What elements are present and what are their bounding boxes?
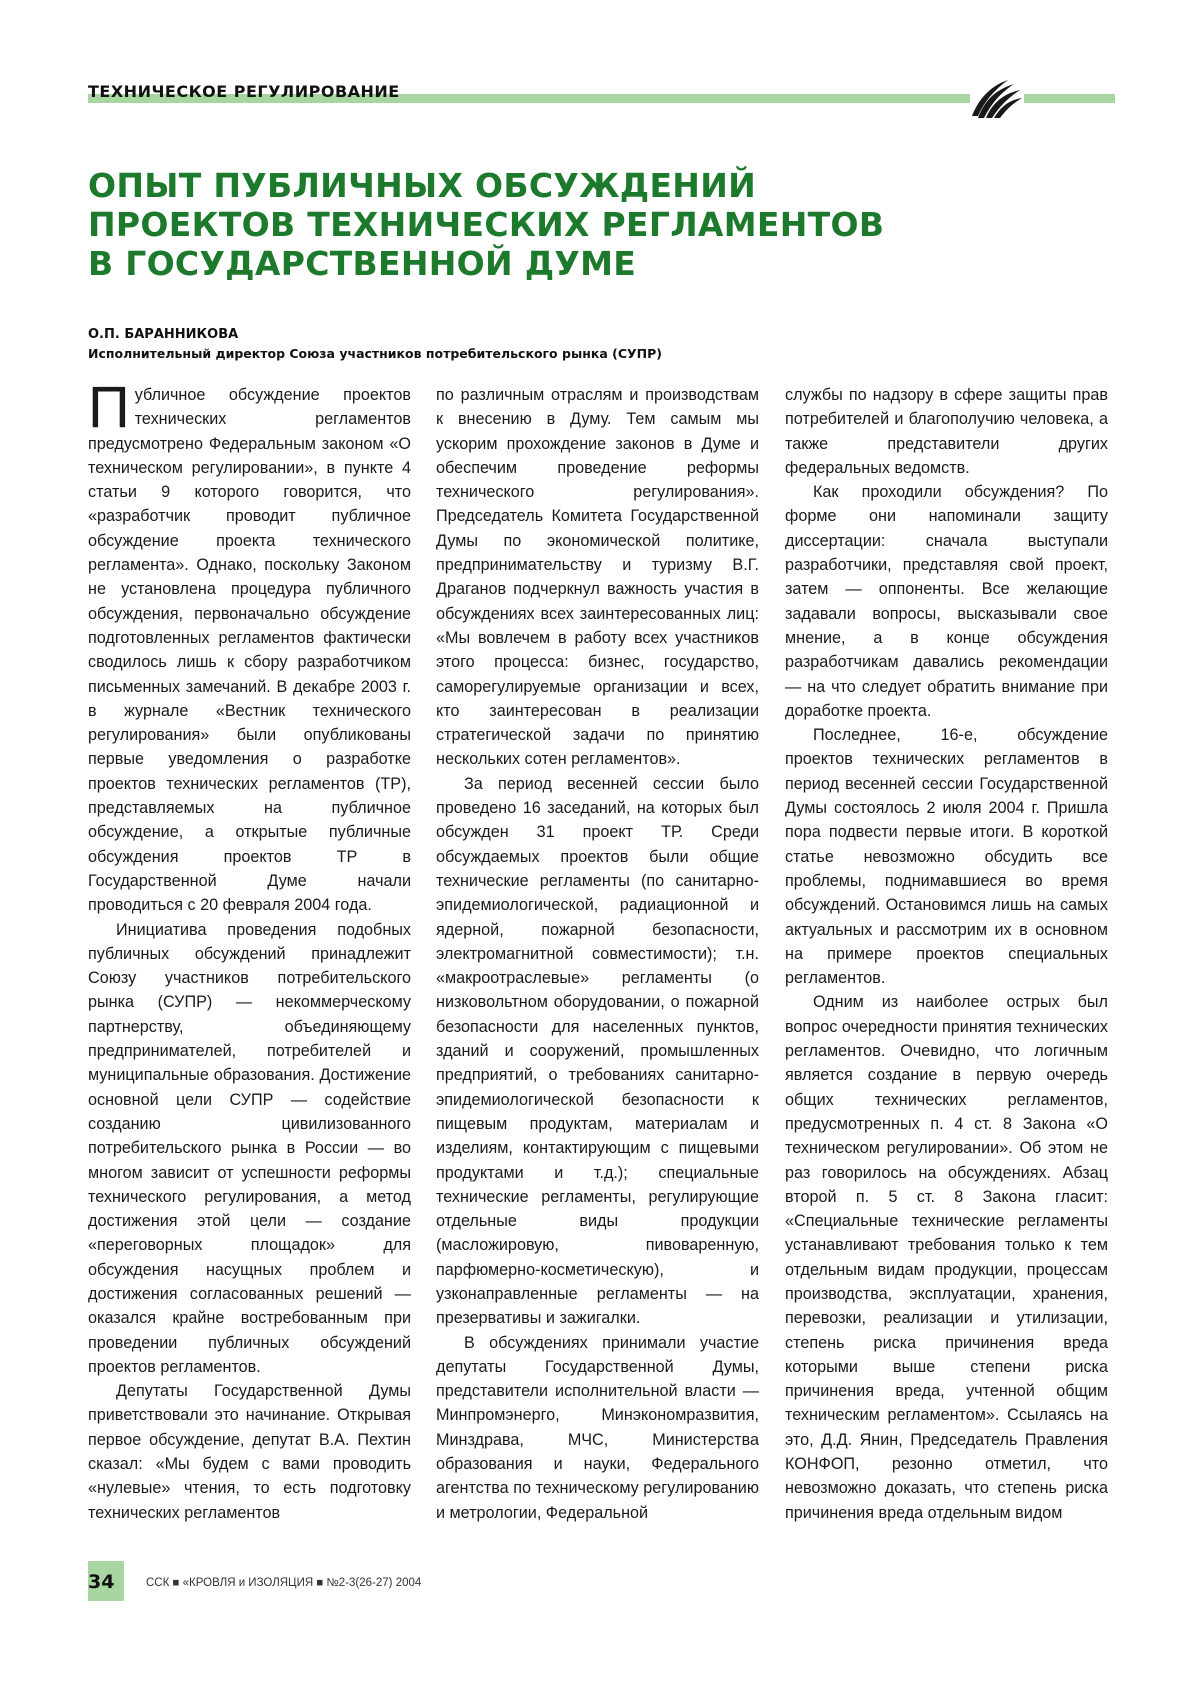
title-line: ПРОЕКТОВ ТЕХНИЧЕСКИХ РЕГЛАМЕНТОВ bbox=[88, 205, 885, 244]
header-rule-right bbox=[1024, 94, 1115, 103]
paragraph: Одним из наиболее острых был вопрос очередности принятия технических регламентов. Очевидно, что логичным является создание в первую очередь общих технических регламентов, предусмотренных п. 4 ст. 8 Закона «О техническом регулировании». Об этом не раз говорилось на обсуждениях. Абзац второй п. 5 ст. 8 Закона гласит: «Специальные технические регламенты устанавливают требования только к тем отдельным видам продукции, процессам производства, эксплуатации, хранения, перевозки, реализации и утилизации, степень риска причинения вреда которыми выше степени риска причинения вреда, учтенной общим техническим регламентом». Ссылаясь на это, Д.Д. Янин, Председатель Правления КОНФОП, резонно отметил, что невозможно доказать, что степень риска причинения вреда отдельным видом bbox=[785, 993, 1108, 1522]
text-column-1 bbox=[88, 375, 411, 1525]
article-title bbox=[88, 166, 988, 283]
feather-swoosh-logo bbox=[970, 80, 1024, 122]
paragraph: В обсуждениях принимали участие депутаты Государственной Думы, представители исполнительной власти — Минпромэнерго, Минэкономразвития, Минздрава, МЧС, Министерства образования и науки, Федерального агентства по техническому регулированию и метрологии, Федеральной bbox=[436, 1333, 759, 1522]
paragraph: службы по надзору в сфере защиты прав потребителей и благополучию человека, а также представители других федеральных ведомств. bbox=[785, 386, 1108, 477]
paragraph: по различным отраслям и производствам к внесению в Думу. Тем самым мы ускорим прохождение законов в Думе и обеспечим проведение реформы технического регулирования». Председатель Комитета Государственной Думы по экономической политике, предпринимательству и туризму В.Г. Драганов подчеркнул важность участия в обсуждениях всех заинтересованных лиц: «Мы вовлечем в работу всех участников этого процесса: бизнес, государство, саморегулируемые организации и всех, кто заинтересован в реализации стратегической задачи по принятию нескольких сотен регламентов». bbox=[436, 386, 759, 769]
author-affiliation: Исполнительный директор Союза участников потребительского рынка (СУПР) bbox=[88, 346, 663, 361]
publication-footer: ССК ■ «КРОВЛЯ и ИЗОЛЯЦИЯ ■ №2-3(26-27) 2004 bbox=[146, 1577, 422, 1589]
section-header bbox=[88, 80, 1115, 116]
paragraph: Публичное обсуждение проектов технических регламентов предусмотрено Федеральным законом «О техническом регулировании», в пункте 4 статьи 9 которого говорится, что «разработчик проводит публичное обсуждение проекта технического регламента». Однако, поскольку Законом не установлена процедура публичного обсуждения, первоначально обсуждение подготовленных регламентов фактически сводилось лишь к сбору разработчиком письменных замечаний. В декабре 2003 г. в журнале «Вестник технического регулирования» были опубликованы первые уведомления о разработке проектов технических регламентов (ТР), представляемых на публичное обсуждение, а открытые публичные обсуждения проектов ТР в Государственной Думе начали проводиться с 20 февраля 2004 года. bbox=[88, 375, 411, 915]
section-label: ТЕХНИЧЕСКОЕ РЕГУЛИРОВАНИЕ bbox=[88, 82, 400, 101]
drop-cap: П bbox=[88, 375, 130, 440]
paragraph: Как проходили обсуждения? По форме они напоминали защиту диссертации: сначала выступали разработчики, представляя свой проект, затем — оппоненты. Все желающие задавали вопросы, высказывали свое мнение, а в конце обсуждения разработчикам давались рекомендации — на что следует обратить внимание при доработке проекта. bbox=[785, 483, 1108, 720]
title-line: В ГОСУДАРСТВЕННОЙ ДУМЕ bbox=[88, 244, 637, 283]
paragraph: За период весенней сессии было проведено 16 заседаний, на которых был обсужден 31 проект ТР. Среди обсуждаемых проектов были общие технические регламенты (по санитарно-эпидемиологической, радиационной и ядерной, пожарной безопасности, электромагнитной совместимости); т.н. «макроотраслевые» регламенты (о низковольтном оборудовании, о пожарной безопасности для населенных пунктов, зданий и сооружений, промышленных предприятий, о требованиях санитарно-эпидемиологической безопасности к пищевым продуктам, материалам и изделиям, контактирующим с пищевыми продуктами и т.д.); специальные технические регламенты, регулирующие отдельные виды продукции (масложировую, пивоваренную, парфюмерно-косметическую), и узконаправленные регламенты — на презервативы и зажигалки. bbox=[436, 774, 759, 1328]
paragraph: Последнее, 16-е, обсуждение проектов технических регламентов в период весенней сессии Государственной Думы состоялось 2 июля 2004 г. Пришла пора подвести первые итоги. В короткой статье невозможно обсудить все проблемы, поднимавшиеся во время обсуждений. Остановимся лишь на самых актуальных и рассмотрим их в основном на примере проектов специальных регламентов. bbox=[785, 726, 1108, 988]
title-line: ОПЫТ ПУБЛИЧНЫХ ОБСУЖДЕНИЙ bbox=[88, 166, 757, 205]
paragraph: Депутаты Государственной Думы приветствовали это начинание. Открывая первое обсуждение, депутат В.А. Пехтин сказал: «Мы будем с вами проводить «нулевые» чтения, то есть подготовку технических регламентов bbox=[88, 1382, 411, 1522]
author-name: О.П. БАРАННИКОВА bbox=[88, 327, 239, 342]
text-column-2 bbox=[436, 383, 759, 1525]
paragraph: Инициатива проведения подобных публичных обсуждений принадлежит Союзу участников потребительского рынка (СУПР) — некоммерческому партнерству, объединяющему предпринимателей, потребителей и муниципальные образования. Достижение основной цели СУПР — содействие созданию цивилизованного потребительского рынка в России — во многом зависит от успешности реформы технического регулирования, а метод достижения этой цели — создание «переговорных площадок» для обсуждения насущных проблем и достижения согласованных решений — оказался крайне востребованным при проведении публичных обсуждений проектов регламентов. bbox=[88, 920, 411, 1376]
page-number: 34 bbox=[88, 1571, 115, 1593]
text-column-3 bbox=[785, 383, 1108, 1525]
